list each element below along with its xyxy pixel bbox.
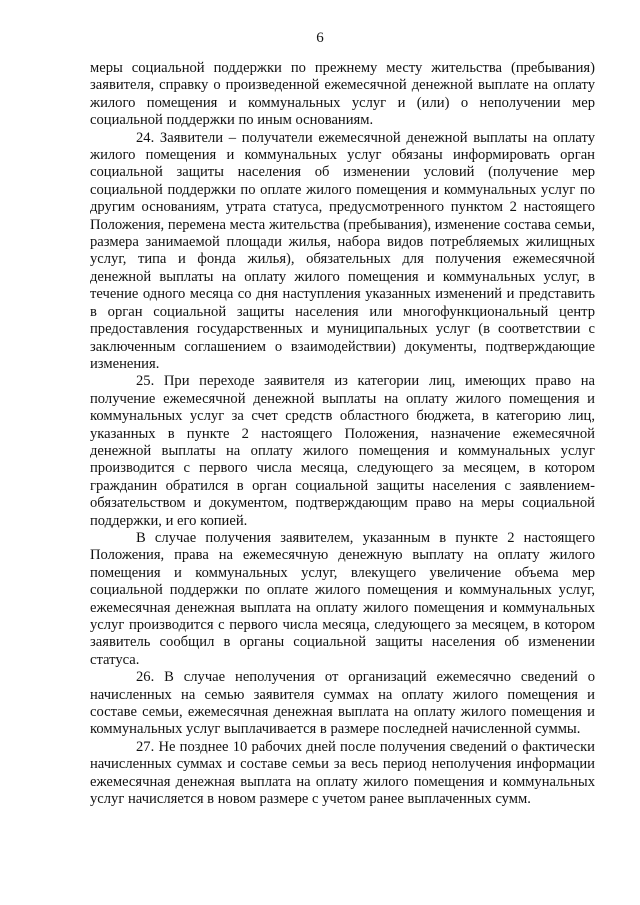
paragraph-item-25: 25. При переходе заявителя из категории лиц, имеющих право на получение ежемесячной денежной выплаты на оплату жилого помещения и коммунальных услуг за счет средств областного бюджета, в категорию лиц, указанных в пункте 2 настоящего Положения, назначение ежемесячной денежной выплаты на оплату жилого помещения и коммунальных услуг производится с первого числа месяца, следующего за месяцем, в котором гражданин обратился в орган социальной защиты населения с заявлением-обязательством и документом, подтверждающим право на меры социальной поддержки, и его копией. bbox=[90, 373, 595, 529]
paragraph-item-24: 24. Заявители – получатели ежемесячной денежной выплаты на оплату жилого помещения и коммунальных услуг обязаны информировать орган социальной защиты населения об изменении условий (получение мер социальной поддержки по оплате жилого помещения и коммунальных услуг по другим основаниям, утрата статуса, предусмотренного пунктом 2 настоящего Положения, перемена места жительства (пребывания), изменение состава семьи, размера занимаемой площади жилья, набора видов потребляемых жилищных услуг, типа и фонда жилья), обязательных для получения ежемесячной денежной выплаты на оплату жилого помещения и коммунальных услуг, в течение одного месяца со дня наступления указанных изменений и представить в орган социальной защиты населения или многофункциональный центр предоставления государственных и муниципальных услуг (в соответствии с заключенным соглашением о взаимодействии) документы, подтверждающие изменения. bbox=[90, 129, 595, 372]
document-body bbox=[90, 60, 595, 808]
paragraph-continuation: меры социальной поддержки по прежнему месту жительства (пребывания) заявителя, справку о произведенной ежемесячной денежной выплате на оплату жилого помещения и коммунальных услуг и (или) о неполучении мер социальной поддержки по иным основаниям. bbox=[90, 60, 595, 129]
paragraph-item-25-second: В случае получения заявителем, указанным в пункте 2 настоящего Положения, права на ежемесячную денежную выплату на оплату жилого помещения и коммунальных услуг, влекущего увеличение объема мер социальной поддержки по оплате жилого помещения и коммунальных услуг, ежемесячная денежная выплата на оплату жилого помещения и коммунальных услуг производится с первого числа месяца, следующего за месяцем, в котором заявитель сообщил в органы социальной защиты населения об изменении статуса. bbox=[90, 529, 595, 668]
paragraph-item-26: 26. В случае неполучения от организаций ежемесячно сведений о начисленных на семью заявителя суммах на оплату жилого помещения и составе семьи, ежемесячная денежная выплата на оплату жилого помещения и коммунальных услуг выплачивается в размере последней начисленной суммы. bbox=[90, 669, 595, 738]
page-number: 6 bbox=[316, 30, 324, 46]
paragraph-item-27: 27. Не позднее 10 рабочих дней после получения сведений о фактически начисленных суммах и составе семьи за весь период неполучения информации ежемесячная денежная выплата на оплату жилого помещения и коммунальных услуг начисляется в новом размере с учетом ранее выплаченных сумм. bbox=[90, 738, 595, 808]
